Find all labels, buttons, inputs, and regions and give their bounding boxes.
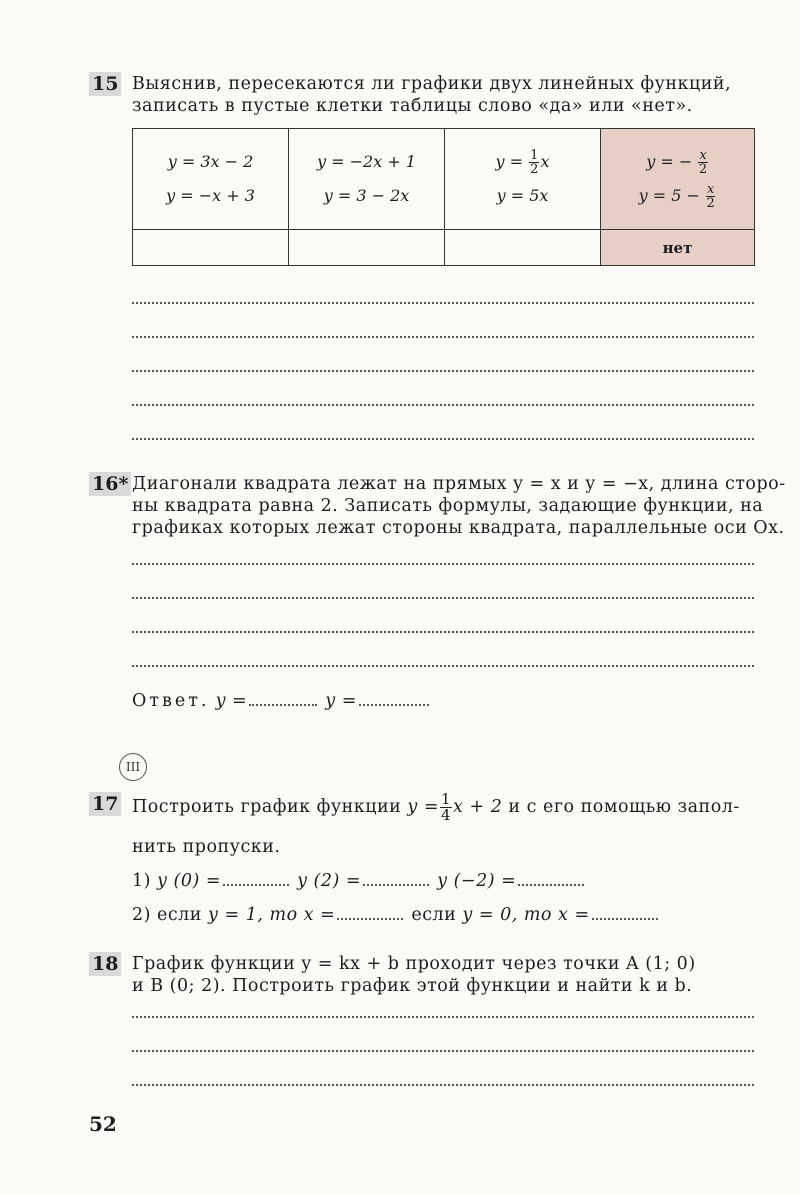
formula-2b: y = 3 − 2x [323, 186, 410, 205]
task-17-number: 17 [89, 792, 121, 816]
answer-y1-blank[interactable] [249, 704, 317, 706]
task-15-line-2: записать в пустые клетки таблицы слово «да» или «нет». [132, 96, 693, 116]
blank-y2[interactable] [363, 884, 429, 886]
task-16-number: 16* [89, 472, 131, 496]
answer-cell-1[interactable] [133, 230, 289, 266]
writing-line[interactable] [132, 438, 754, 440]
task-15-number: 15 [89, 72, 121, 96]
task-16-text [132, 473, 786, 539]
answer-cell-2[interactable] [289, 230, 445, 266]
task-18-line-1: График функции y = kx + b проходит через точки A (1; 0) [132, 954, 696, 974]
table-cell-pair-3 [445, 129, 601, 230]
writing-line[interactable] [132, 597, 754, 599]
formula-4a: y = − $\frac{x}{2}$ [646, 148, 708, 177]
task-18-number: 18 [89, 952, 121, 976]
blank-y-minus2[interactable] [518, 884, 584, 886]
blank-y0[interactable] [223, 884, 289, 886]
task-18-text [132, 953, 757, 997]
task-16-line-2: ны квадрата равна 2. Записать формулы, задающие функции, на [132, 496, 764, 516]
answer-y2-label: y = [325, 691, 357, 711]
answer-cell-4: нет [601, 230, 755, 266]
section-level-marker: III [119, 753, 147, 781]
table-cell-pair-2 [289, 129, 445, 230]
intersection-table [132, 128, 755, 266]
formula-4b: y = 5 − $\frac{x}{2}$ [638, 182, 715, 211]
task-17-line-2: нить пропуски. [132, 837, 281, 857]
table-cell-pair-4 [601, 129, 755, 230]
answer-y2-blank[interactable] [359, 704, 429, 706]
task-16-answer [132, 690, 431, 712]
formula-1a: y = 3x − 2 [167, 152, 254, 171]
formula-3a: y = $\frac{1}{2}$ x [495, 148, 550, 177]
writing-line[interactable] [132, 631, 754, 633]
task-17-line-1: Построить график функции y = $\frac{1}{4}$ x + 2 и с его помощью запол- [132, 790, 740, 824]
task-18-line-2: и B (0; 2). Построить график этой функции и найти k и b. [132, 976, 693, 996]
formula-3b: y = 5x [496, 186, 549, 205]
task-15-line-1: Выяснив, пересекаются ли графики двух линейных функций, [132, 74, 732, 94]
task-17-item-1: 1) y (0) = y (2) = y (−2) = [132, 870, 586, 892]
answer-y1-label: y = [215, 691, 248, 711]
writing-line[interactable] [132, 563, 754, 565]
writing-line[interactable] [132, 1050, 754, 1052]
task-17-item-2: 2) если y = 1, то x = если y = 0, то x = [132, 904, 660, 926]
writing-line[interactable] [132, 1084, 754, 1086]
formula-2a: y = −2x + 1 [317, 152, 416, 171]
formula-1b: y = −x + 3 [166, 186, 255, 205]
answer-cell-3[interactable] [445, 230, 601, 266]
answer-label: Ответ. [132, 691, 210, 711]
writing-line[interactable] [132, 665, 754, 667]
page-number: 52 [89, 1112, 117, 1136]
table-cell-pair-1 [133, 129, 289, 230]
writing-line[interactable] [132, 404, 754, 406]
writing-line[interactable] [132, 1016, 754, 1018]
task-16-line-3: графиках которых лежат стороны квадрата, параллельные оси Ox. [132, 518, 785, 538]
writing-line[interactable] [132, 336, 754, 338]
task-16-line-1: Диагонали квадрата лежат на прямых y = x и y = −x, длина сторо- [132, 474, 786, 494]
task-15-text [132, 73, 757, 117]
writing-line[interactable] [132, 370, 754, 372]
blank-x-at-y0[interactable] [592, 918, 658, 920]
blank-x-at-y1[interactable] [337, 918, 403, 920]
writing-line[interactable] [132, 302, 754, 304]
